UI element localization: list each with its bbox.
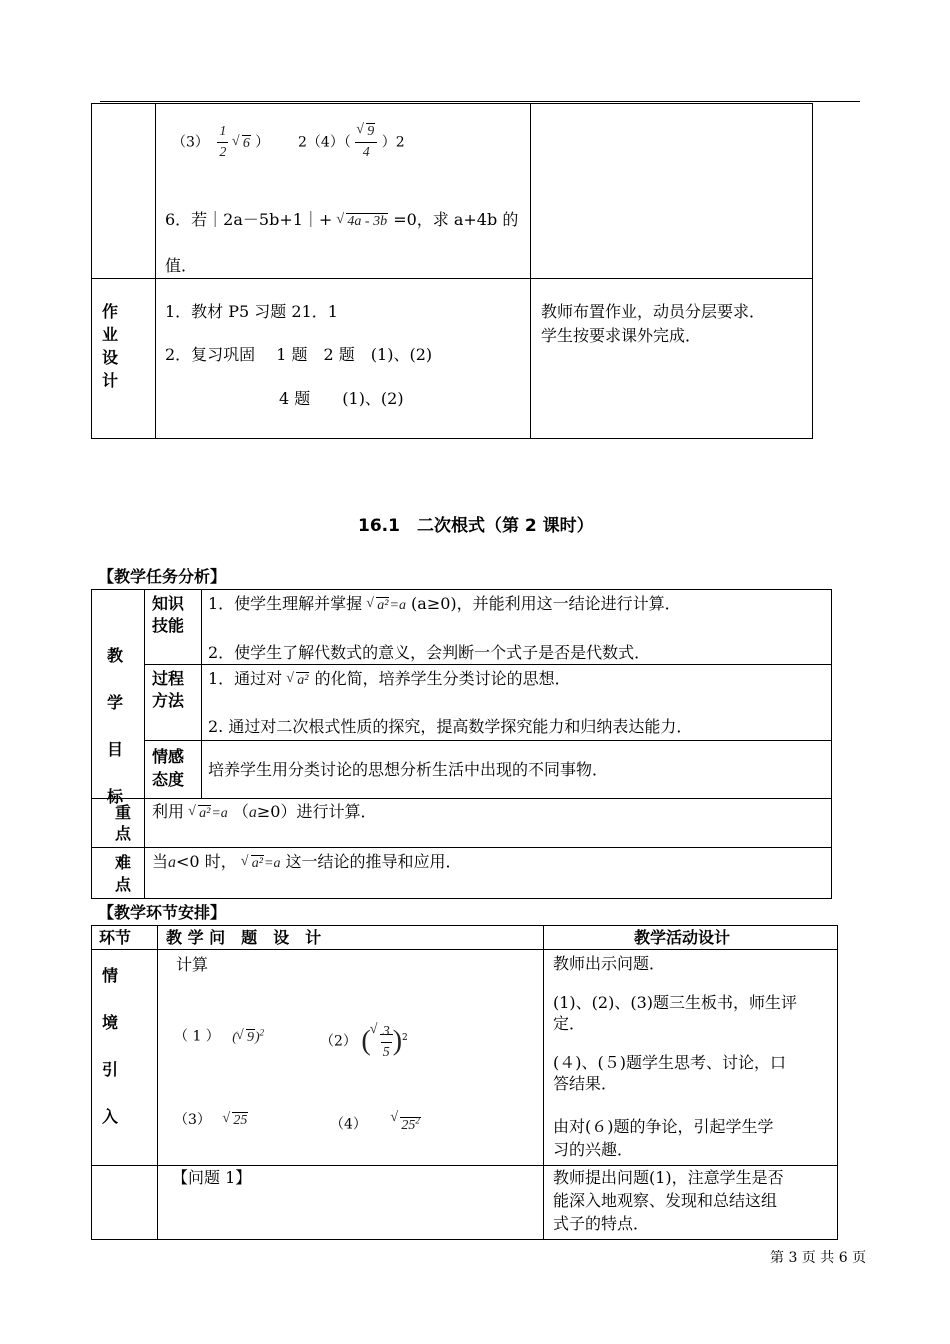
knowledge-label: 知识 技能 bbox=[152, 594, 185, 635]
homework-note-1: 教师布置作业，动员分层要求． bbox=[541, 302, 766, 321]
analysis-heading: 【教学任务分析】 bbox=[98, 567, 227, 586]
difficult-point-text: 当a<0 时， √ a²=a 这一结论的推导和应用． bbox=[152, 852, 462, 874]
header-stage: 环节 bbox=[99, 928, 132, 947]
goal-label: 教 学 目 标 bbox=[106, 646, 123, 806]
key-point-text: 利用 √ a²=a （a≥0）进行计算． bbox=[152, 802, 376, 824]
homework-item-3: 4 题 (1)、(2) bbox=[279, 389, 404, 408]
calc-label: 计算 bbox=[176, 955, 209, 974]
key-point-label: 重 点 bbox=[115, 803, 132, 843]
homework-note-2: 学生按要求课外完成． bbox=[541, 326, 702, 345]
teacher-note-1c: 式子的特点． bbox=[553, 1214, 650, 1233]
header-problem-design: 教 学 问 题 设 计 bbox=[166, 928, 322, 947]
difficult-point-label: 难 点 bbox=[115, 853, 132, 894]
question-6: 6．若｜2a－5b+1｜+ √ 4a - 3b =0，求 a+4b 的 bbox=[165, 210, 518, 232]
activity-3a: (４)、(５)题学生思考、讨论，口 bbox=[553, 1053, 786, 1072]
knowledge-item-2: 2．使学生了解代数式的意义，会判断一个式子是否是代数式． bbox=[208, 643, 651, 662]
homework-label: 作 业 设 计 bbox=[102, 302, 119, 390]
homework-item-2: 2．复习巩固 1 题 2 题 (1)、(2) bbox=[165, 345, 433, 364]
calc-4: （4） √ $25^2$ bbox=[330, 1110, 421, 1136]
arrangement-heading: 【教学环节安排】 bbox=[98, 903, 227, 922]
teacher-note-1a: 教师提出问题(1)，注意学生是否 bbox=[553, 1168, 784, 1187]
exercise-3: （3） $\frac{1}{2}$ √ 6 ） bbox=[172, 122, 269, 163]
calc-1: （ 1 ） (√ 9)$^2$ bbox=[174, 1022, 264, 1048]
activity-1: 教师出示问题． bbox=[553, 954, 666, 973]
process-item-2: 2. 通过对二次根式性质的探究，提高数学探究能力和归纳表达能力． bbox=[208, 717, 693, 736]
activity-2b: 定． bbox=[553, 1014, 586, 1033]
question-6-line2: 值． bbox=[165, 256, 198, 275]
emotion-label: 情感 态度 bbox=[152, 747, 185, 789]
page-footer: 第 3 页 共 6 页 bbox=[770, 1250, 867, 1266]
emotion-item: 培养学生用分类讨论的思想分析生活中出现的不同事物． bbox=[208, 760, 609, 779]
activity-4b: 习的兴趣． bbox=[553, 1140, 634, 1159]
section-title: 16.1 二次根式（第 2 课时） bbox=[358, 516, 594, 536]
header-activity-design: 教学活动设计 bbox=[634, 928, 731, 947]
problem-1-label: 【问题 1】 bbox=[172, 1168, 252, 1187]
activity-3b: 答结果． bbox=[553, 1074, 618, 1093]
exercise-4: 2（4）（ √ $\frac{9}{4}$ ）2 bbox=[298, 122, 405, 163]
teacher-note-1b: 能深入地观察、发现和总结这组 bbox=[553, 1191, 778, 1210]
homework-item-1: 1．教材 P5 习题 21．1 bbox=[165, 302, 338, 321]
situation-label: 情 境 引 入 bbox=[102, 966, 119, 1126]
activity-2a: (1)、(2)、(3)题三生板书，师生评 bbox=[553, 993, 797, 1012]
header-rule bbox=[100, 101, 860, 102]
calc-3: （3） √ 25 bbox=[174, 1110, 248, 1131]
process-label: 过程 方法 bbox=[152, 669, 185, 710]
knowledge-item-1: 1．使学生理解并掌握 √ a²=a (a≥0)，并能利用这一结论进行计算． bbox=[208, 594, 681, 616]
activity-4a: 由对(６)题的争论，引起学生学 bbox=[553, 1117, 774, 1136]
calc-2: （2） ( √ $\frac{3}{5}$ )$^2$ bbox=[320, 1022, 408, 1063]
process-item-1: 1．通过对 √ a² 的化简，培养学生分类讨论的思想． bbox=[208, 669, 571, 691]
